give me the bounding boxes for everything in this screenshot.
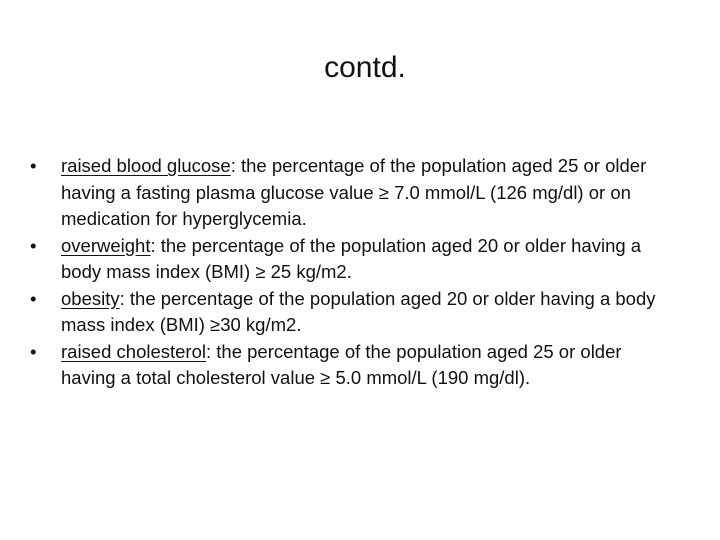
slide-title: contd. xyxy=(324,51,406,84)
term-raised-blood-glucose: raised blood glucose xyxy=(61,155,231,176)
definition-raised-cholesterol: : the percentage of the population aged 25 or older having a total cholesterol value ≥ 5.0 mmol/L (190 mg/dl). xyxy=(61,340,622,388)
bullet-icon: • xyxy=(30,340,37,362)
list-item xyxy=(30,153,680,233)
term-obesity: obesity xyxy=(61,287,120,309)
bullet-icon: • xyxy=(30,234,37,256)
list-item xyxy=(30,286,680,339)
list-item xyxy=(30,233,680,286)
term-raised-cholesterol: raised cholesterol xyxy=(61,340,206,362)
bullet-list xyxy=(30,153,680,392)
bullet-icon: • xyxy=(30,155,37,176)
definition-raised-blood-glucose: : the percentage of the population aged 25 or older having a fasting plasma glucose value ≥ 7.0 mmol/L (126 mg/dl) or on medication for hyperglycemia. xyxy=(61,155,647,229)
bullet-icon: • xyxy=(30,287,37,309)
term-overweight: overweight xyxy=(61,234,151,256)
list-item xyxy=(30,339,680,392)
definition-overweight: : the percentage of the population aged 20 or older having a body mass index (BMI) ≥ 25 kg/m2. xyxy=(61,234,642,282)
definition-obesity: : the percentage of the population aged 20 or older having a body mass index (BMI) ≥30 kg/m2. xyxy=(61,287,656,335)
